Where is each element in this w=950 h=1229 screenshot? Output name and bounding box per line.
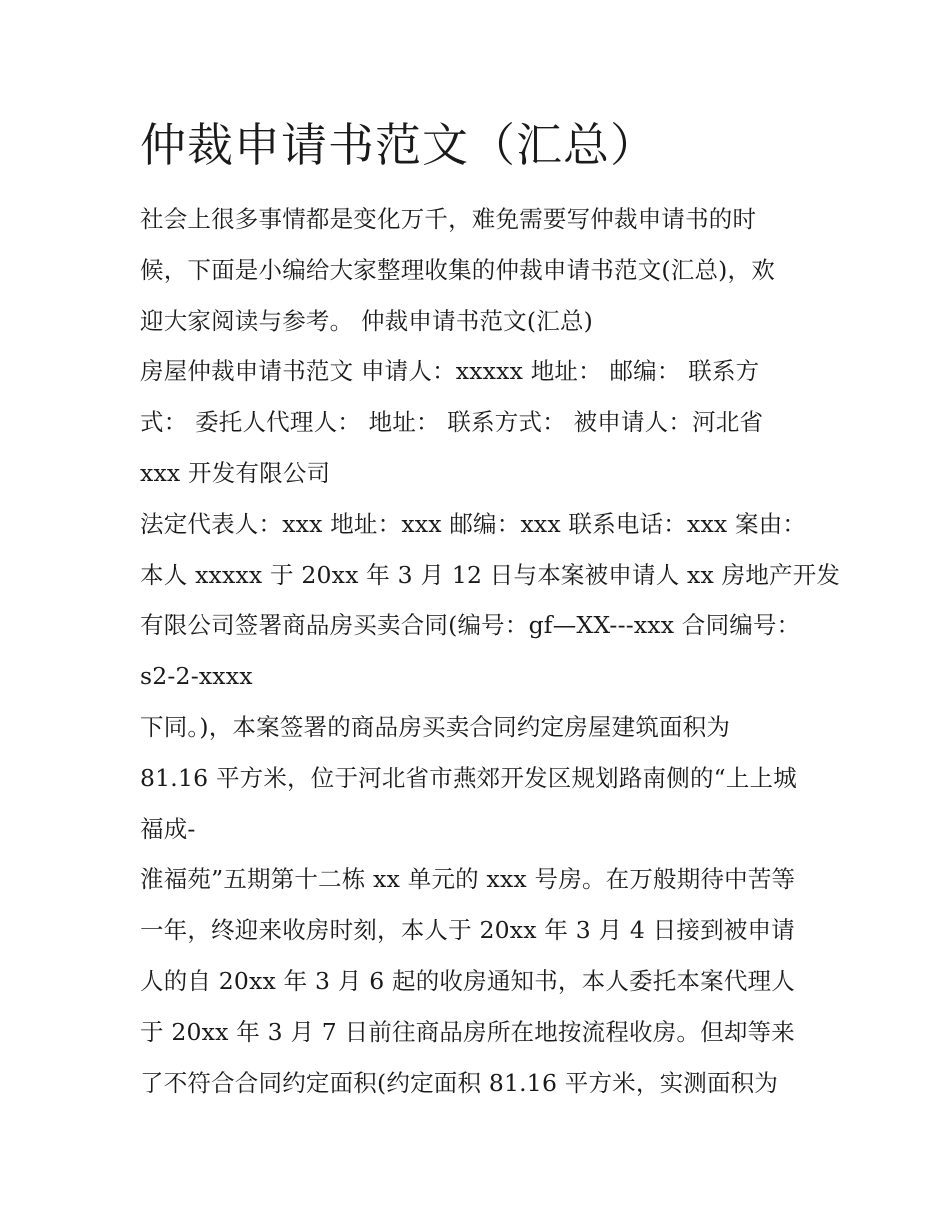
body-line: 社会上很多事情都是变化万千，难免需要写仲裁申请书的时 — [140, 205, 757, 233]
body-line: 法定代表人：xxx 地址：xxx 邮编：xxx 联系电话：xxx 案由： — [140, 509, 807, 538]
body-line: 了不符合合同约定面积(约定面积 81.16 平方米，实测面积为 — [140, 1068, 779, 1097]
body-line: 本人 xxxxx 于 20xx 年 3 月 12 日与本案被申请人 xx 房地产开发 — [140, 560, 841, 589]
body-line: 式： 委托人代理人： 地址： 联系方式： 被申请人：河北省 — [140, 408, 764, 437]
body-line: xxx 开发有限公司 — [140, 458, 331, 487]
body-line: 于 20xx 年 3 月 7 日前往商品房所在地按流程收房。但却等来 — [140, 1017, 795, 1046]
body-line: 下同。)，本案签署的商品房买卖合同约定房屋建筑面积为 — [140, 712, 731, 741]
body-line: 人的自 20xx 年 3 月 6 起的收房通知书，本人委托本案代理人 — [140, 966, 795, 995]
document-title: 仲裁申请书范文（汇总） — [140, 118, 657, 172]
body-line: 迎大家阅读与参考。 仲裁申请书范文(汇总) — [140, 306, 594, 335]
body-line: 有限公司签署商品房买卖合同(编号：gf—XX---xxx 合同编号： — [140, 611, 801, 640]
body-line: 候，下面是小编给大家整理收集的仲裁申请书范文(汇总)，欢 — [140, 255, 775, 284]
body-line: 淮福苑”五期第十二栋 xx 单元的 xxx 号房。在万般期待中苦等 — [140, 865, 796, 894]
document-body — [140, 194, 841, 1108]
body-line: 81.16 平方米，位于河北省市燕郊开发区规划路南侧的“上上城 — [140, 763, 797, 792]
body-line: 房屋仲裁申请书范文 申请人：xxxxx 地址： 邮编： 联系方 — [140, 357, 760, 386]
body-line: 福成- — [140, 814, 196, 843]
body-line: s2-2-xxxx — [140, 662, 253, 691]
body-line: 一年，终迎来收房时刻，本人于 20xx 年 3 月 4 日接到被申请 — [140, 916, 795, 945]
document-page — [140, 112, 841, 1108]
